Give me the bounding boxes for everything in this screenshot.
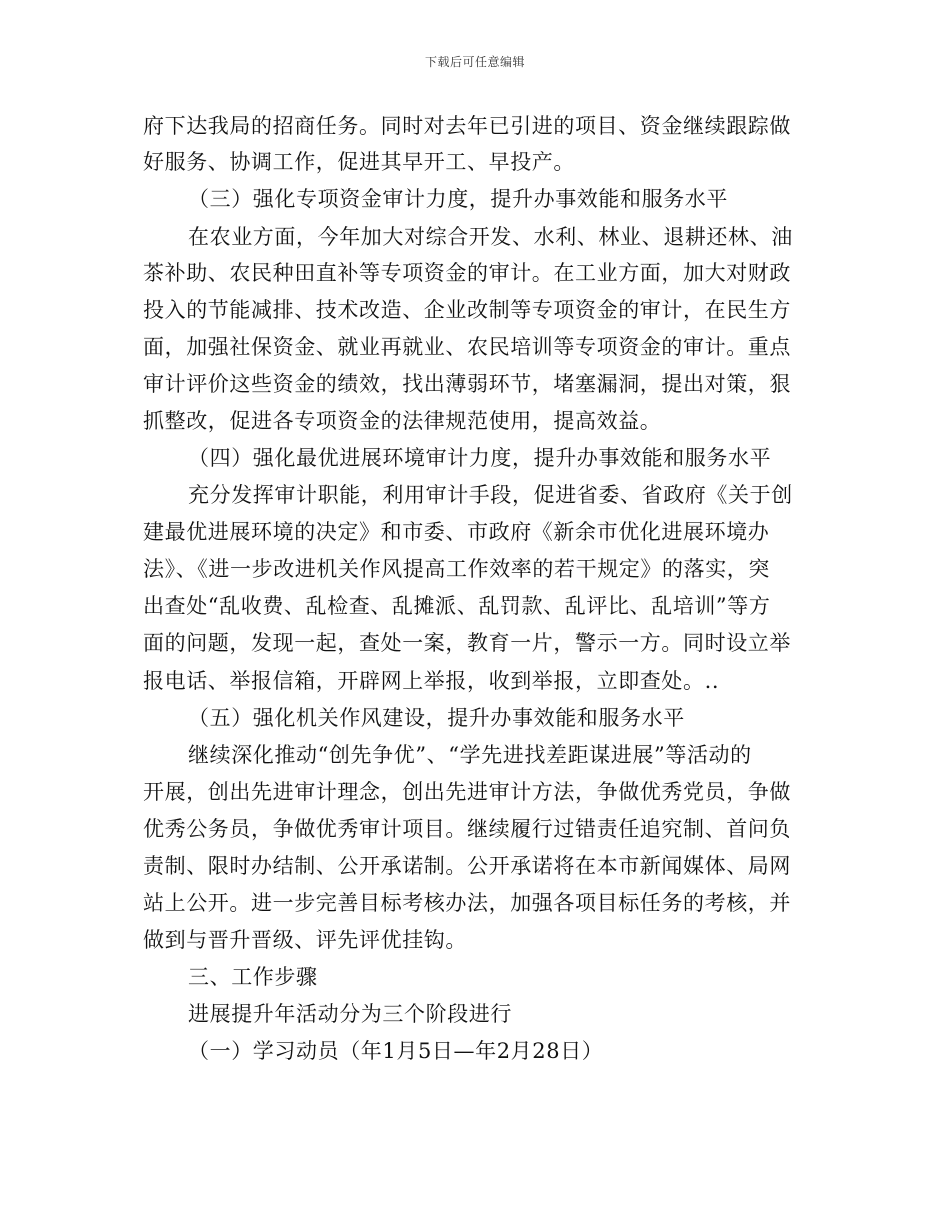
section-heading: （五）强化机关作风建设，提升办事效能和服务水平 (188, 706, 685, 730)
paragraph-line: 站上公开。进一步完善目标考核办法，加强各项目标任务的考核，并 (143, 891, 791, 915)
paragraph-line: 建最优进展环境的决定》和市委、市政府《新余市优化进展环境办 (143, 520, 770, 544)
paragraph-line: 在农业方面，今年加大对综合开发、水利、林业、退耕还林、油 (188, 225, 793, 249)
paragraph-line: 好服务、协调工作，促进其早开工、早投产。 (143, 150, 575, 174)
section-heading: （四）强化最优进展环境审计力度，提升办事效能和服务水平 (188, 446, 772, 470)
section-heading: （一）学习动员（年1月5日—年2月28日） (188, 1039, 604, 1063)
paragraph-line: 审计评价这些资金的绩效，找出薄弱环节，堵塞漏洞，提出对策，狠 (143, 372, 791, 396)
paragraph-line: 抓整改，促进各专项资金的法律规范使用，提高效益。 (143, 409, 662, 433)
paragraph-line: 优秀公务员，争做优秀审计项目。继续履行过错责任追究制、首问负 (143, 817, 791, 841)
paragraph-line: 出查处“乱收费、乱检查、乱摊派、乱罚款、乱评比、乱培训”等方 (143, 594, 771, 618)
paragraph-line: 进展提升年活动分为三个阶段进行 (188, 1002, 512, 1026)
paragraph-line: 府下达我局的招商任务。同时对去年已引进的项目、资金继续跟踪做 (143, 114, 791, 138)
header-note: 下载后可任意编辑 (424, 55, 525, 69)
paragraph-line: 充分发挥审计职能，利用审计手段，促进省委、省政府《关于创 (188, 483, 793, 507)
paragraph-line: 责制、限时办结制、公开承诺制。公开承诺将在本市新闻媒体、局网 (143, 854, 791, 878)
paragraph-line: 茶补助、农民种田直补等专项资金的审计。在工业方面，加大对财政 (143, 261, 791, 285)
paragraph-line: 继续深化推动“创先争优”、“学先进找差距谋进展”等活动的 (188, 743, 752, 767)
paragraph-line: 做到与晋升晋级、评先评优挂钩。 (143, 928, 467, 952)
paragraph-line: 开展，创出先进审计理念，创出先进审计方法，争做优秀党员，争做 (143, 780, 791, 804)
paragraph-line: 投入的节能减排、技术改造、企业改制等专项资金的审计，在民生方 (143, 298, 791, 322)
section-heading: 三、工作步骤 (188, 965, 318, 989)
paragraph-line: 法》、《进一步改进机关作风提高工作效率的若干规定》的落实，突 (143, 557, 770, 581)
section-heading: （三）强化专项资金审计力度，提升办事效能和服务水平 (188, 187, 728, 211)
paragraph-line: 报电话、举报信箱，开辟网上举报，收到举报，立即查处。.. (143, 669, 720, 693)
paragraph-line: 面，加强社保资金、就业再就业、农民培训等专项资金的审计。重点 (143, 335, 791, 359)
paragraph-line: 面的问题，发现一起，查处一案，教育一片，警示一方。同时设立举 (143, 631, 791, 655)
